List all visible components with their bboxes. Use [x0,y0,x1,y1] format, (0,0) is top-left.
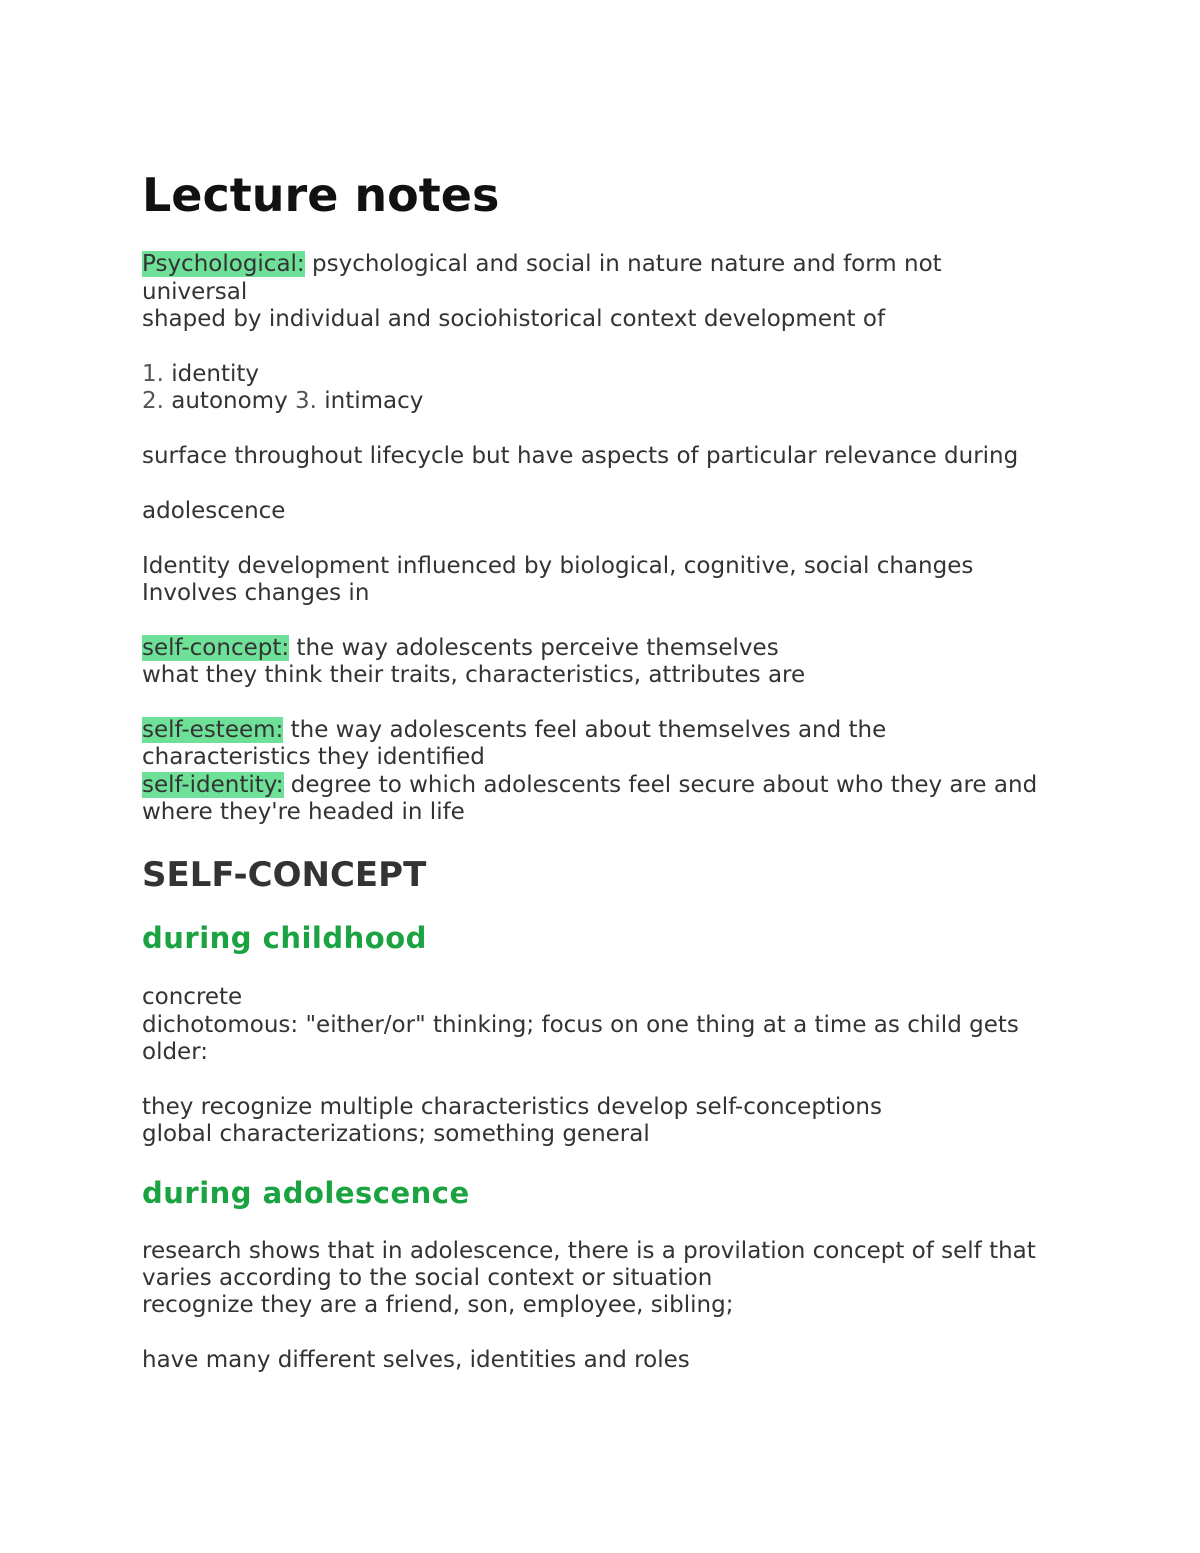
paragraph-identity-development: Identity development influenced by biological, cognitive, social changes [142,553,974,579]
page-title: Lecture notes [142,168,500,222]
list-number-3: 3. [295,388,317,414]
list-item-2 [142,388,423,416]
definition-self-esteem [142,717,886,745]
paragraph-surface: surface throughout lifecycle but have aspects of particular relevance during [142,443,1019,469]
list-number-2: 2. [142,388,164,414]
list-text-1: identity [163,361,260,387]
definition-self-concept-line-2: what they think their traits, characteristics, attributes are [142,662,806,688]
childhood-line-2: dichotomous: "either/or" thinking; focus on one thing at a time as child gets [142,1012,1019,1038]
highlight-term-self-esteem: self-esteem: [142,717,284,743]
paragraph-involves: Involves changes in [142,580,370,606]
subheading-during-childhood: during childhood [142,921,427,955]
paragraph-adolescence: adolescence [142,498,286,524]
intro-line-3: shaped by individual and sociohistorical context development of [142,306,886,332]
intro-text: psychological and social in nature nature and form not [304,251,942,277]
highlight-term-self-identity: self-identity: [142,772,284,798]
section-heading-self-concept: SELF-CONCEPT [142,855,427,895]
list-number-1: 1. [142,361,164,387]
definition-self-identity-line-2: where they're headed in life [142,799,465,825]
intro-line-2: universal [142,279,248,305]
highlight-term-psychological: Psychological: [142,251,305,277]
adolescence-line-4: have many different selves, identities and roles [142,1347,690,1373]
adolescence-line-2: varies according to the social context or situation [142,1265,713,1291]
definition-self-esteem-text: the way adolescents feel about themselves and the [283,717,887,743]
intro-line-1 [142,251,942,279]
list-item-1 [142,361,259,389]
definition-self-identity [142,772,1037,800]
definition-self-esteem-line-2: characteristics they identified [142,744,485,770]
highlight-term-self-concept: self-concept: [142,635,290,661]
adolescence-line-1: research shows that in adolescence, there is a provilation concept of self that [142,1238,1036,1264]
definition-self-concept-text: the way adolescents perceive themselves [289,635,779,661]
subheading-during-adolescence: during adolescence [142,1176,470,1210]
definition-self-concept [142,635,779,663]
list-text-3: intimacy [316,388,424,414]
childhood-line-4: they recognize multiple characteristics develop self-conceptions [142,1094,882,1120]
adolescence-line-3: recognize they are a friend, son, employee, sibling; [142,1292,734,1318]
childhood-line-1: concrete [142,984,243,1010]
childhood-line-3: older: [142,1039,209,1065]
definition-self-identity-text: degree to which adolescents feel secure about who they are and [283,772,1038,798]
childhood-line-5: global characterizations; something general [142,1121,650,1147]
list-text-2: autonomy [163,388,296,414]
